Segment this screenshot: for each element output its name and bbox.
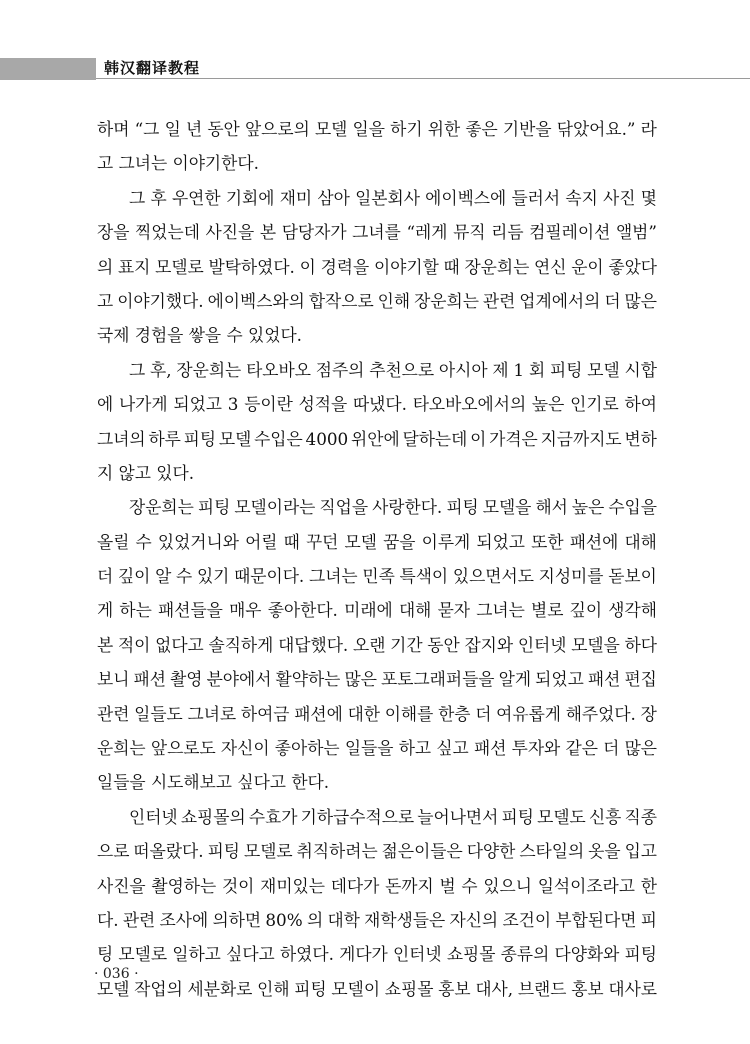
text-line: 그녀의 하루 피팅 모델 수입은 4000 위안에 달하는데 이 가격은 지금까지도 변하 [97, 428, 657, 449]
text-line: 그 후, 장운희는 타오바오 점주의 추천으로 아시아 제 1 회 피팅 모델 시합 [129, 359, 657, 380]
text-line: 본 적이 없다고 솔직하게 대답했다. 오랜 기간 동안 잡지와 인터넷 모델을 하다 [97, 634, 657, 655]
text-line: 올릴 수 있었거니와 어릴 때 꾸던 모델 꿈을 이루게 되었고 또한 패션에 대해 [97, 531, 657, 552]
text-line: 인터넷 쇼핑몰의 수효가 기하급수적으로 늘어나면서 피팅 모델도 신흥 직종 [129, 806, 657, 827]
text-line: 국제 경험을 쌓을 수 있었다. [97, 325, 302, 346]
text-line: 팅 모델로 일하고 싶다고 하였다. 게다가 인터넷 쇼핑몰 종류의 다양화와 피팅 [97, 944, 657, 965]
text-line: 의 표지 모델로 발탁하였다. 이 경력을 이야기할 때 장운희는 연신 운이 좋았다 [97, 256, 657, 277]
body-text [97, 112, 657, 1006]
text-line: 장을 찍었는데 사진을 본 담당자가 그녀를 “레게 뮤직 리듬 컴필레이션 앨범” [97, 222, 657, 243]
text-line: 고 그녀는 이야기한다. [97, 153, 259, 174]
text-line: 보니 패션 촬영 분야에서 활약하는 많은 포토그래퍼들을 알게 되었고 패션 편집 [97, 669, 657, 690]
running-header-title: 韩汉翻译教程 [104, 59, 201, 77]
text-line: 장운희는 피팅 모델이라는 직업을 사랑한다. 피팅 모델을 해서 높은 수입을 [129, 497, 657, 518]
text-line: 다. 관련 조사에 의하면 80% 의 대학 재학생들은 자신의 조건이 부합된다면 피 [97, 909, 657, 930]
text-line: 으로 떠올랐다. 피팅 모델로 취직하려는 젊은이들은 다양한 스타일의 옷을 입고 [97, 841, 657, 862]
text-line: 고 이야기했다. 에이벡스와의 합작으로 인해 장운희는 관련 업계에서의 더 많은 [97, 290, 657, 311]
text-line: 에 나가게 되었고 3 등이란 성적을 따냈다. 타오바오에서의 높은 인기로 하여 [97, 394, 657, 415]
text-line: 하며 “그 일 년 동안 앞으로의 모델 일을 하기 위한 좋은 기반을 닦았어요.” 라 [97, 119, 657, 139]
text-line: 사진을 촬영하는 것이 재미있는 데다가 돈까지 벌 수 있으니 일석이조라고 한 [97, 875, 657, 896]
page-number: · 036 · [94, 966, 139, 982]
text-line: 더 깊이 알 수 있기 때문이다. 그녀는 민족 특색이 있으면서도 지성미를 돋보이 [97, 566, 657, 587]
header-rule [96, 78, 750, 79]
text-line: 게 하는 패션들을 매우 좋아한다. 미래에 대해 묻자 그녀는 별로 깊이 생각해 [97, 600, 657, 621]
text-line: 일들을 시도해보고 싶다고 한다. [97, 772, 330, 793]
text-line: 그 후 우연한 기회에 재미 삼아 일본회사 에이벡스에 들러서 속지 사진 몇 [129, 187, 657, 208]
header-gray-bar [0, 58, 96, 80]
text-line: 지 않고 있다. [97, 462, 195, 483]
text-line: 모델 작업의 세분화로 인해 피팅 모델이 쇼핑몰 홍보 대사, 브랜드 홍보 대사로 [97, 978, 657, 999]
text-line: 운희는 앞으로도 자신이 좋아하는 일들을 하고 싶고 패션 투자와 같은 더 많은 [97, 738, 657, 759]
text-line: 관련 일들도 그녀로 하여금 패션에 대한 이해를 한층 더 여유롭게 해주었다. 장 [97, 703, 657, 724]
